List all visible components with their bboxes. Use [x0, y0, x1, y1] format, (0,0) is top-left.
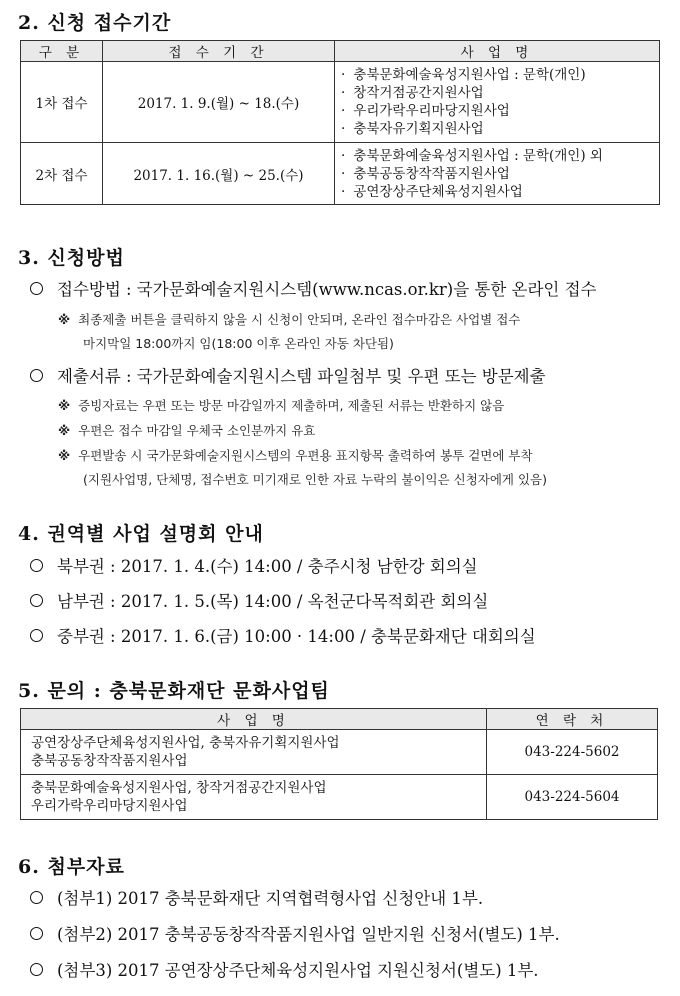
- business-line: 충북문화예술육성지원사업, 창작거점공간지원사업: [31, 780, 327, 796]
- method-item: [30, 276, 596, 300]
- section-2-title: 2. 신청 접수기간: [18, 12, 172, 34]
- method-item-text: 제출서류 : 국가문화예술지원시스템 파일첨부 및 우편 또는 방문제출: [57, 367, 546, 386]
- business-line: 충북공동창작작품지원사업: [31, 753, 188, 769]
- note-text: 우편발송 시 국가문화예술지원시스템의 우편용 표지항목 출력하여 봉투 겉면에 부착: [78, 448, 533, 463]
- business-cell: [335, 62, 660, 143]
- table-row: [21, 775, 658, 820]
- briefing-item: [30, 588, 488, 612]
- list-item: · 충북문화예술육성지원사업 : 문학(개인): [341, 66, 653, 84]
- header-contact: 연 락 처: [487, 709, 658, 730]
- attachment-text: (첨부1) 2017 충북문화재단 지역협력형사업 신청안내 1부.: [57, 889, 484, 908]
- section-3-title: 3. 신청방법: [18, 247, 125, 269]
- round-cell: 2차 접수: [21, 143, 103, 205]
- table-header-row: [21, 709, 658, 730]
- circle-bullet-icon: [30, 594, 43, 607]
- circle-bullet-icon: [30, 927, 43, 940]
- list-item: · 우리가락우리마당지원사업: [341, 102, 653, 120]
- business-cell: [335, 143, 660, 205]
- reference-mark-icon: ※: [58, 448, 71, 463]
- business-line: 공연장상주단체육성지원사업, 충북자유기획지원사업: [31, 735, 340, 751]
- reference-mark-icon: ※: [58, 423, 71, 438]
- list-item: · 공연장상주단체육성지원사업: [341, 183, 653, 201]
- reception-period-table: [20, 40, 660, 205]
- briefing-text: 북부권 : 2017. 1. 4.(수) 14:00 / 충주시청 남한강 회의실: [57, 557, 478, 576]
- note-text: 증빙자료는 우편 또는 방문 마감일까지 제출하며, 제출된 서류는 반환하지 않음: [78, 398, 505, 413]
- period-cell: 2017. 1. 16.(월) ~ 25.(수): [103, 143, 335, 205]
- note: [58, 310, 520, 328]
- list-item: · 충북문화예술육성지원사업 : 문학(개인) 외: [341, 147, 653, 165]
- attachment-item: [30, 957, 539, 981]
- circle-bullet-icon: [30, 891, 43, 904]
- header-period: 접 수 기 간: [103, 41, 335, 62]
- note-text: 최종제출 버튼을 클릭하지 않을 시 신청이 안되며, 온라인 접수마감은 사업별 접수: [78, 312, 521, 327]
- briefing-text: 중부권 : 2017. 1. 6.(금) 10:00 · 14:00 / 충북문화재단 대회의실: [57, 627, 536, 646]
- circle-bullet-icon: [30, 282, 43, 295]
- briefing-item: [30, 553, 478, 577]
- attachment-item: [30, 921, 560, 945]
- list-item: · 창작거점공간지원사업: [341, 84, 653, 102]
- attachment-text: (첨부3) 2017 공연장상주단체육성지원사업 지원신청서(별도) 1부.: [57, 961, 539, 980]
- business-line: 우리가락우리마당지원사업: [31, 798, 188, 814]
- list-item: · 충북자유기획지원사업: [341, 120, 653, 138]
- circle-bullet-icon: [30, 629, 43, 642]
- reference-mark-icon: ※: [58, 398, 71, 413]
- briefing-item: [30, 623, 536, 647]
- method-item: [30, 363, 546, 387]
- note-continuation: 마지막일 18:00까지 임(18:00 이후 온라인 자동 차단됨): [83, 336, 394, 351]
- note: [58, 421, 315, 439]
- circle-bullet-icon: [30, 963, 43, 976]
- note-continuation: (지원사업명, 단체명, 접수번호 미기재로 인한 자료 누락의 불이익은 신청자에게 있음): [83, 472, 548, 487]
- section-6-title: 6. 첨부자료: [18, 856, 125, 878]
- attachment-text: (첨부2) 2017 충북공동창작작품지원사업 일반지원 신청서(별도) 1부.: [57, 925, 560, 944]
- table-row: [21, 62, 660, 143]
- note: [58, 446, 533, 464]
- table-row: [21, 730, 658, 775]
- header-business: 사 업 명: [335, 41, 660, 62]
- header-category: 구 분: [21, 41, 103, 62]
- table-header-row: [21, 41, 660, 62]
- phone-cell: 043-224-5604: [487, 775, 658, 820]
- section-5-title: 5. 문의 : 충북문화재단 문화사업팀: [18, 680, 330, 702]
- circle-bullet-icon: [30, 559, 43, 572]
- period-cell: 2017. 1. 9.(월) ~ 18.(수): [103, 62, 335, 143]
- reference-mark-icon: ※: [58, 312, 71, 327]
- section-4-title: 4. 권역별 사업 설명회 안내: [18, 523, 264, 545]
- attachment-item: [30, 885, 483, 909]
- phone-cell: 043-224-5602: [487, 730, 658, 775]
- list-item: · 충북공동창작작품지원사업: [341, 165, 653, 183]
- business-cell: [21, 730, 487, 775]
- note-text: 우편은 접수 마감일 우체국 소인분까지 유효: [78, 423, 316, 438]
- circle-bullet-icon: [30, 369, 43, 382]
- briefing-text: 남부권 : 2017. 1. 5.(목) 14:00 / 옥천군다목적회관 회의실: [57, 592, 489, 611]
- business-cell: [21, 775, 487, 820]
- note: [58, 396, 504, 414]
- header-business: 사 업 명: [21, 709, 487, 730]
- method-item-text: 접수방법 : 국가문화예술지원시스템(www.ncas.or.kr)을 통한 온라인 접수: [57, 280, 597, 299]
- table-row: [21, 143, 660, 205]
- contact-table: [20, 708, 658, 820]
- round-cell: 1차 접수: [21, 62, 103, 143]
